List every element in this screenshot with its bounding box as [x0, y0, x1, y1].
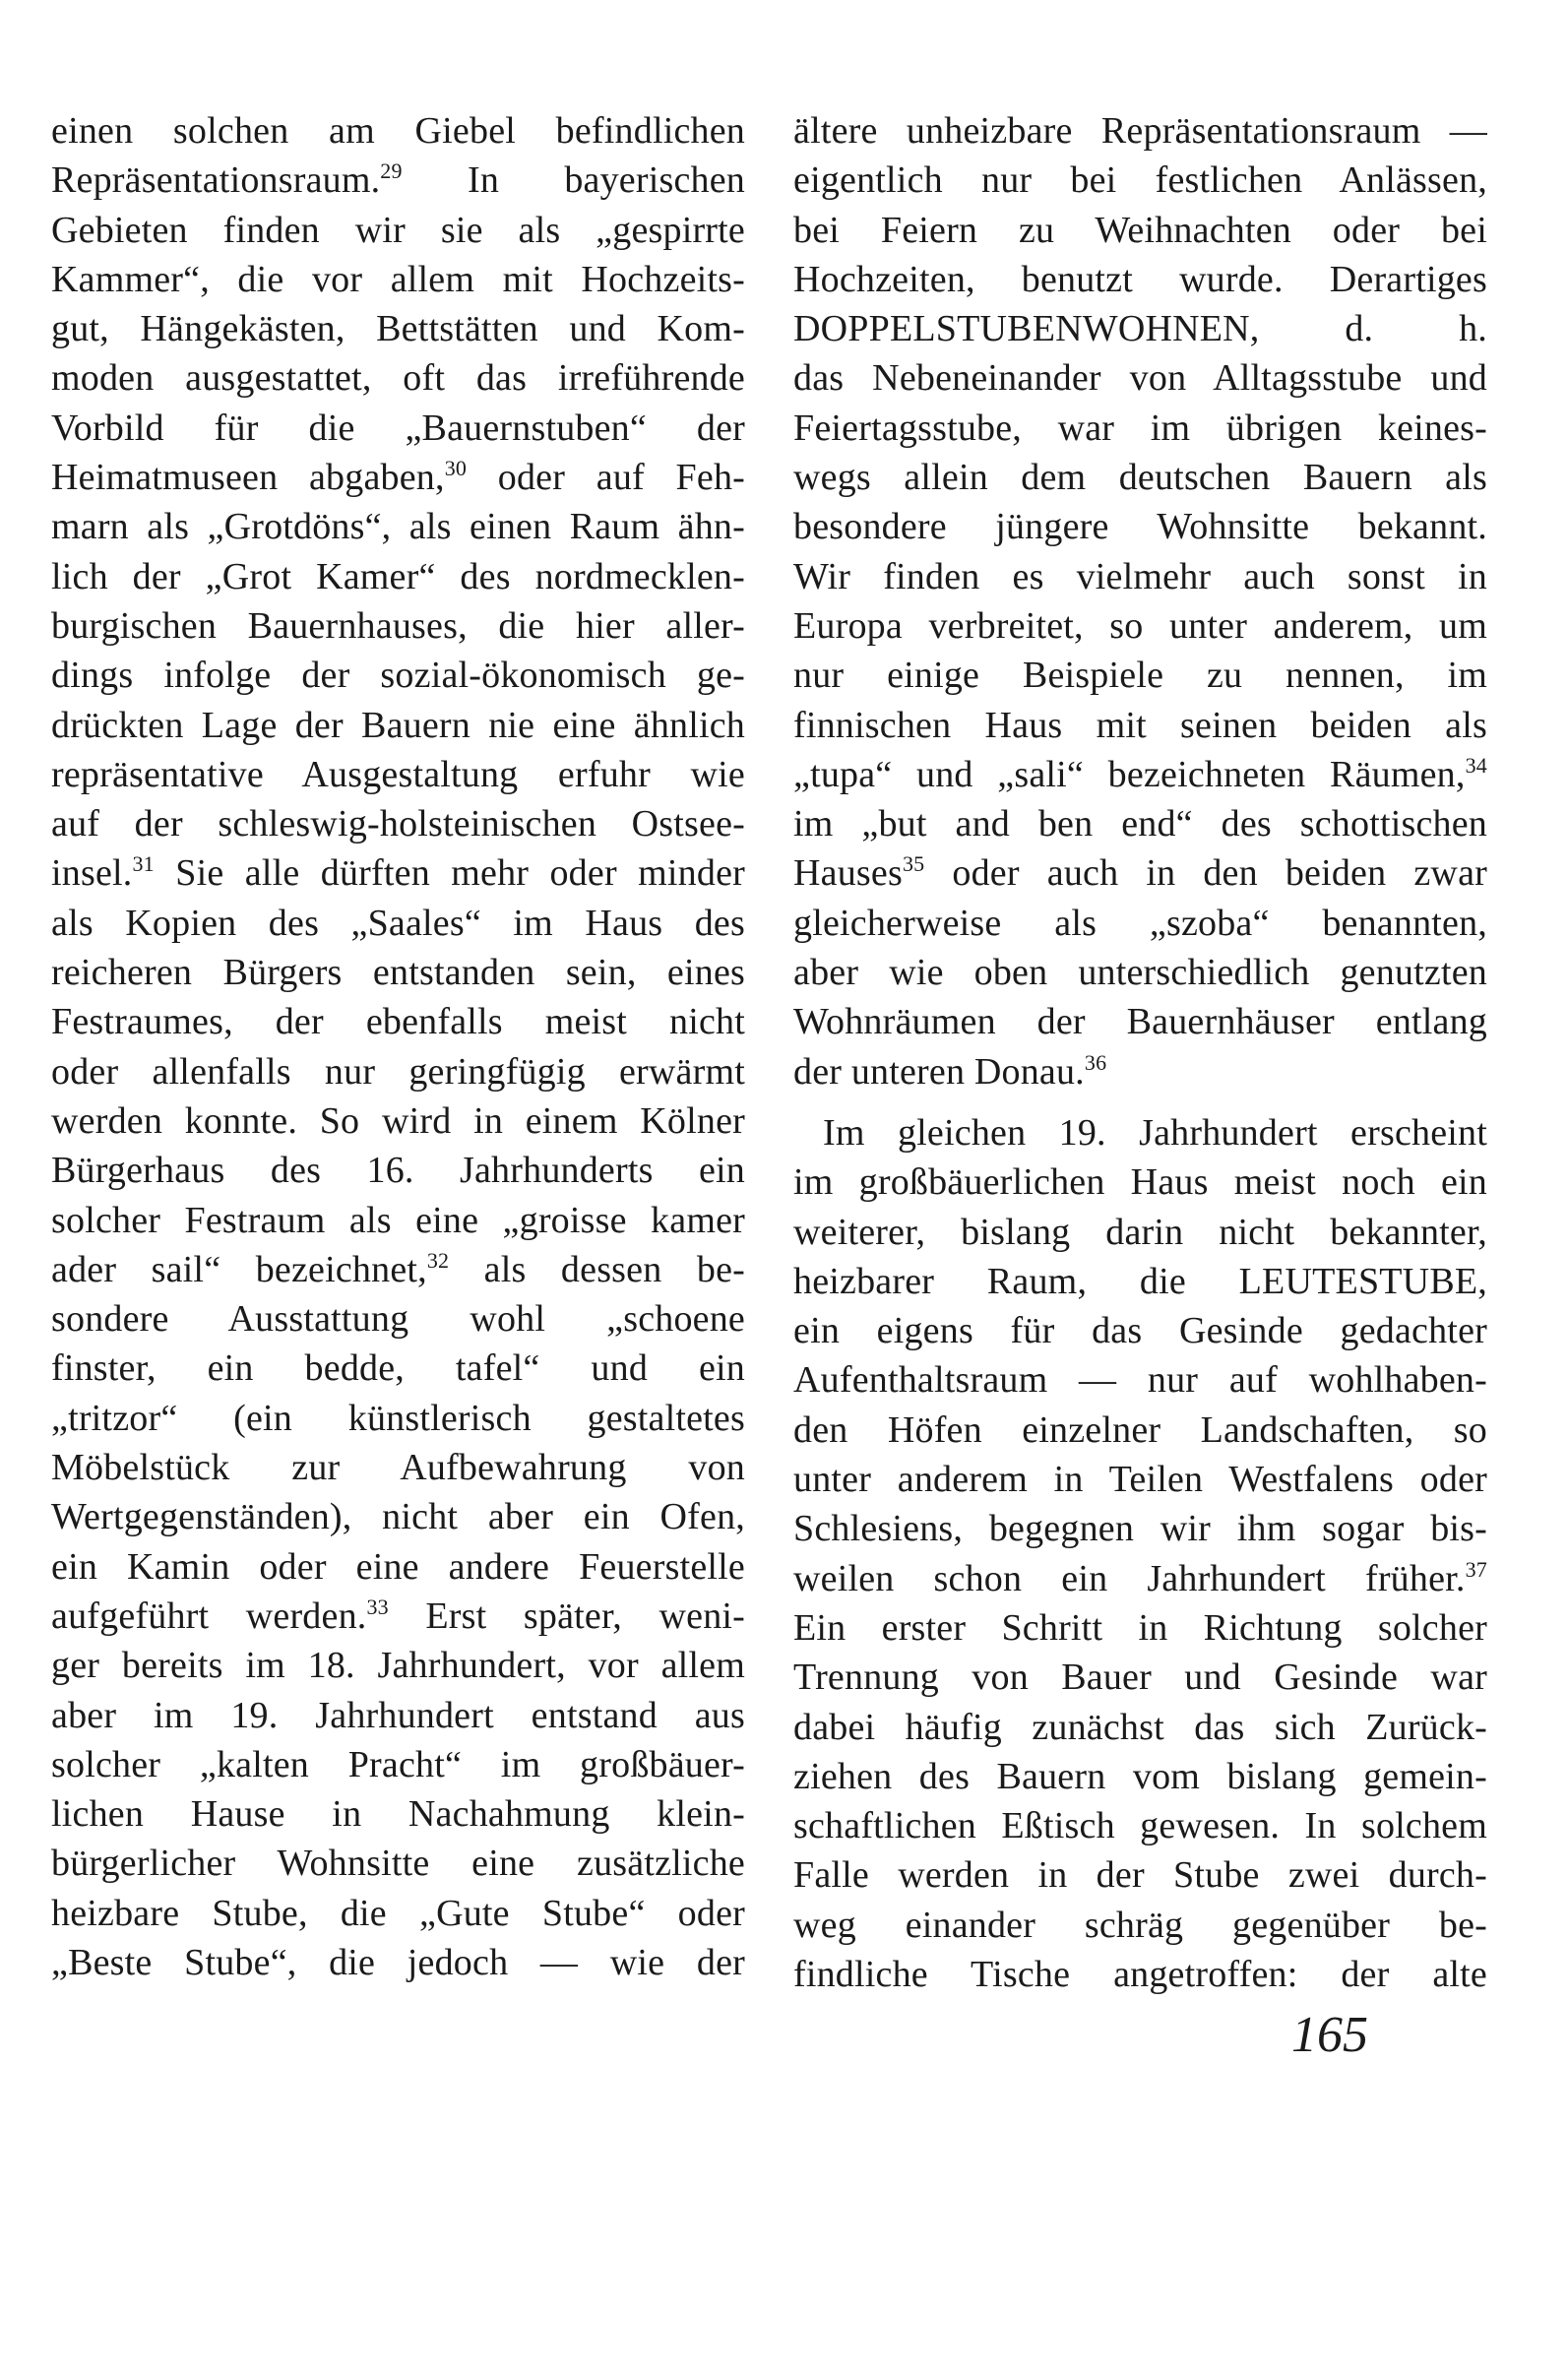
- text-line: der unteren Donau.$^{36}$: [793, 1049, 1107, 1093]
- text-line: Im gleichen 19. Jahrhundert erscheint: [823, 1111, 1487, 1154]
- text-line: lichen Hause in Nachahmung klein-: [51, 1793, 745, 1836]
- text-line: Falle werden in der Stube zwei durch-: [793, 1854, 1487, 1897]
- text-line: aber wie oben unterschiedlich genutzten: [793, 952, 1487, 994]
- paragraph-gap: [793, 1096, 1487, 1108]
- text-line: Gebieten finden wir sie als „gespirrte: [51, 209, 745, 251]
- text-line: drückten Lage der Bauern nie eine ähnlich: [51, 704, 745, 746]
- text-line: heizbare Stube, die „Gute Stube“ oder: [51, 1892, 745, 1934]
- text-line: Ein erster Schritt in Richtung solcher: [793, 1606, 1487, 1649]
- text-line: im großbäuerlichen Haus meist noch ein: [793, 1161, 1487, 1204]
- text-line: dings infolge der sozial-ökonomisch ge-: [51, 655, 745, 697]
- text-line: ein Kamin oder eine andere Feuerstelle: [51, 1545, 745, 1588]
- text-line: Heimatmuseen abgaben,$^{30}$ oder auf Feh-: [51, 456, 745, 499]
- text-line: finnischen Haus mit seinen beiden als: [793, 704, 1487, 746]
- text-line: gleicherweise als „szoba“ benannten,: [793, 902, 1487, 944]
- text-line: bei Feiern zu Weihnachten oder bei: [793, 209, 1487, 251]
- text-line: Festraumes, der ebenfalls meist nicht: [51, 1001, 745, 1043]
- footnote-marker: 31: [132, 851, 155, 877]
- text-line: „tupa“ und „sali“ bezeichneten Räumen,$^{34}$: [793, 752, 1487, 795]
- text-line: burgischen Bauernhauses, die hier aller-: [51, 604, 745, 647]
- text-line: Aufenthaltsraum — nur auf wohlhaben-: [793, 1359, 1487, 1402]
- text-line: ader sail“ bezeichnet,$^{32}$ als dessen be-: [51, 1247, 745, 1290]
- text-line: Wertgegenständen), nicht aber ein Ofen,: [51, 1496, 745, 1538]
- footnote-marker: 30: [444, 456, 468, 481]
- text-line: Hochzeiten, benutzt wurde. Derartiges: [793, 258, 1487, 300]
- text-line: insel.$^{31}$ Sie alle dürften mehr oder minder: [51, 851, 745, 895]
- text-line: werden konnte. So wird in einem Kölner: [51, 1099, 745, 1142]
- text-line: heizbarer Raum, die LEUTESTUBE,: [793, 1260, 1487, 1302]
- footnote-marker: 37: [1465, 1556, 1487, 1582]
- text-line: unter anderem in Teilen Westfalens oder: [793, 1459, 1487, 1501]
- text-line: Wir finden es vielmehr auch sonst in: [793, 555, 1487, 597]
- text-line: einen solchen am Giebel befindlichen: [51, 110, 745, 152]
- text-line: oder allenfalls nur geringfügig erwärmt: [51, 1050, 745, 1093]
- text-line: Repräsentationsraum.$^{29}$ In bayerischen: [51, 158, 745, 202]
- paragraph-leutestube: [793, 1108, 1487, 1999]
- page-number: 165: [1291, 2007, 1368, 2063]
- text-line: gut, Hängekästen, Bettstätten und Kom-: [51, 308, 745, 350]
- text-line: ein eigens für das Gesinde gedachter: [793, 1310, 1487, 1352]
- text-line: eigentlich nur bei festlichen Anlässen,: [793, 159, 1487, 202]
- footnote-marker: 32: [426, 1247, 450, 1273]
- text-line: weilen schon ein Jahrhundert früher.$^{37}$: [793, 1556, 1487, 1599]
- text-line: Feiertagsstube, war im übrigen keines-: [793, 406, 1487, 449]
- text-line: Möbelstück zur Aufbewahrung von: [51, 1447, 745, 1489]
- text-line: ältere unheizbare Repräsentationsraum —: [793, 110, 1487, 152]
- text-line: Europa verbreitet, so unter anderem, um: [793, 604, 1487, 647]
- text-line: aufgeführt werden.$^{33}$ Erst später, weni-: [51, 1594, 746, 1637]
- footnote-marker: 34: [1465, 752, 1487, 778]
- text-line: solcher „kalten Pracht“ im großbäuer-: [51, 1743, 745, 1785]
- text-line: weg einander schräg gegenüber be-: [793, 1904, 1487, 1946]
- text-line: ger bereits im 18. Jahrhundert, vor allem: [51, 1645, 745, 1687]
- text-line: im „but and ben end“ des schottischen: [793, 803, 1487, 845]
- text-line: Vorbild für die „Bauernstuben“ der: [51, 406, 745, 449]
- text-line: „tritzor“ (ein künstlerisch gestaltetes: [51, 1397, 745, 1439]
- text-line: sondere Ausstattung wohl „schoene: [51, 1298, 745, 1341]
- text-line: reicheren Bürgers entstanden sein, eines: [51, 952, 745, 994]
- footnote-marker: 36: [1084, 1049, 1107, 1075]
- text-line: solcher Festraum als eine „groisse kamer: [51, 1199, 745, 1241]
- text-line: wegs allein dem deutschen Bauern als: [793, 457, 1487, 499]
- text-line: Trennung von Bauer und Gesinde war: [793, 1657, 1487, 1699]
- text-line: weiterer, bislang darin nicht bekannter,: [793, 1211, 1487, 1253]
- text-line: aber im 19. Jahrhundert entstand aus: [51, 1694, 745, 1736]
- text-line: repräsentative Ausgestaltung erfuhr wie: [51, 753, 745, 795]
- text-line: lich der „Grot Kamer“ des nordmecklen-: [51, 555, 745, 597]
- text-line: findliche Tische angetroffen: der alte: [793, 1953, 1487, 1995]
- text-line: finster, ein bedde, tafel“ und ein: [51, 1347, 745, 1390]
- text-line: den Höfen einzelner Landschaften, so: [793, 1408, 1487, 1451]
- text-line: „Beste Stube“, die jedoch — wie der: [51, 1941, 745, 1983]
- text-line: ziehen des Bauern vom bislang gemein-: [793, 1755, 1487, 1797]
- footnote-marker: 29: [380, 158, 403, 184]
- right-text-column: [793, 106, 1487, 1999]
- text-line: dabei häufig zunächst das sich Zurück-: [793, 1706, 1487, 1748]
- text-line: als Kopien des „Saales“ im Haus des: [51, 902, 745, 944]
- text-line: bürgerlicher Wohnsitte eine zusätzliche: [51, 1843, 745, 1885]
- text-line: Wohnräumen der Bauernhäuser entlang: [793, 1001, 1487, 1043]
- text-line: Kammer“, die vor allem mit Hochzeits-: [51, 258, 745, 300]
- text-line: schaftlichen Eßtisch gewesen. In solchem: [793, 1805, 1487, 1847]
- text-line: moden ausgestattet, oft das irreführende: [51, 357, 745, 400]
- text-line: nur einige Beispiele zu nennen, im: [793, 655, 1487, 697]
- text-line: DOPPELSTUBENWOHNEN, d. h.: [793, 308, 1487, 350]
- paragraph-doppelstube: [793, 106, 1487, 1096]
- text-line: besondere jüngere Wohnsitte bekannt.: [793, 506, 1487, 548]
- footnote-marker: 33: [366, 1594, 389, 1619]
- text-line: Schlesiens, begegnen wir ihm sogar bis-: [793, 1508, 1487, 1550]
- text-line: Hauses$^{35}$ oder auch in den beiden zwar: [793, 851, 1487, 895]
- left-text-column: [51, 106, 745, 1987]
- text-line: das Nebeneinander von Alltagsstube und: [793, 357, 1487, 400]
- footnote-marker: 35: [902, 851, 925, 877]
- text-line: Bürgerhaus des 16. Jahrhunderts ein: [51, 1150, 745, 1192]
- text-line: marn als „Grotdöns“, als einen Raum ähn-: [51, 506, 745, 548]
- text-line: auf der schleswig-holsteinischen Ostsee-: [51, 803, 745, 845]
